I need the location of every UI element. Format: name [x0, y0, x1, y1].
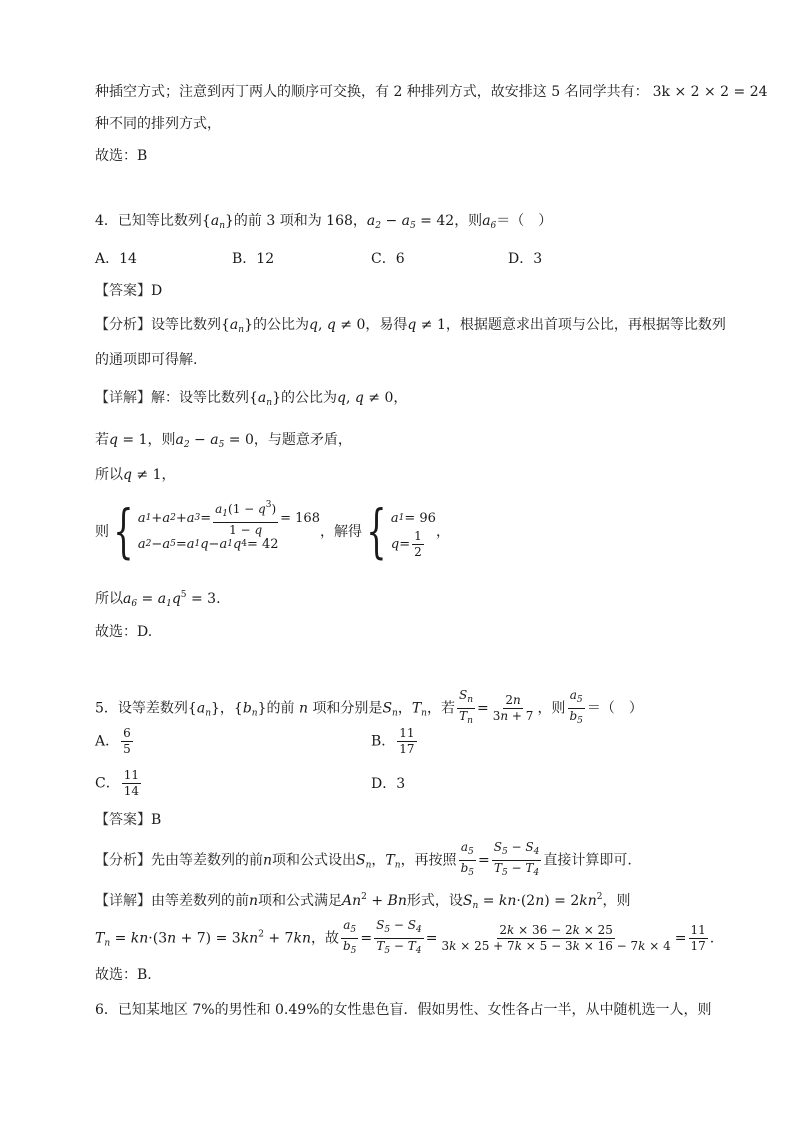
option-d: D．3: [508, 251, 543, 267]
question-6-stem: 6．已知某地区 7%的男性和 0.49%的女性患色盲．假如男性、女性各占一半，从中随机选一人，则: [95, 1002, 712, 1018]
question-4-stem: 4．已知等比数列$\{a_n\}$的前 3 项和为 168，$a_2 - a_5 = 42$，则$a_6=$（ ）: [95, 213, 553, 231]
question-5-stem: 5．设等差数列$\{a_n\}$，$\{b_n\}$的前 n 项和分别是$S_n$，$T_n$，若 $\frac{S_n}{T_n}$ = $\frac{2n}{3n + 7}$ ，则 $\frac{a_5}{b_5}$ ＝（ ）: [95, 688, 643, 726]
analysis-line: 【分析】设等比数列$\{a_n\}$的公比为q, q ≠ 0，易得q ≠ 1，根据题意求出首项与公比，再根据等比数列: [95, 317, 726, 335]
answer-choice: 故选：B: [95, 148, 148, 164]
answer-line: 【答案】B: [95, 812, 162, 828]
answer-choice: 故选：D.: [95, 624, 153, 640]
option-a: A． $\frac{6}{5}$: [95, 726, 131, 756]
option-b: B．12: [232, 251, 275, 267]
answer-choice: 故选：B.: [95, 967, 152, 983]
option-a: A．14: [95, 251, 137, 267]
detail-line: 所以$a_6 = a_1q^5 = 3$.: [95, 590, 221, 609]
detail-line: 【详解】由等差数列的前n项和公式满足$An^2 + Bn$形式，设$S_n = kn\cdot(2n) = 2kn^2$，则: [95, 892, 631, 911]
answer-line: 【答案】D: [95, 283, 163, 299]
detail-line: 所以q ≠ 1，: [95, 467, 176, 483]
math-expression: 3k × 2 × 2 = 24: [652, 84, 768, 100]
option-c: C． $\frac{11}{14}$: [95, 768, 139, 798]
detail-line: 若q = 1，则$a_2 - a_5 = 0$，与题意矛盾，: [95, 432, 352, 450]
option-c: C．6: [371, 251, 405, 267]
detail-line: 【详解】解：设等比数列$\{a_n\}$的公比为q, q ≠ 0，: [95, 390, 408, 408]
text-line: 种不同的排列方式，: [95, 116, 221, 132]
analysis-line-2: 的通项即可得解.: [95, 352, 198, 368]
text-line: 种插空方式；注意到丙丁两人的顺序可交换，有 2 种排列方式，故安排这 5 名同学共有： 3k × 2 × 2 = 24: [95, 84, 768, 100]
option-d: D．3: [371, 776, 406, 792]
equation-system: 则{ a 1 + a 2 + a 3 = $\frac{a_1(1 - q^3)}{1 - q}$ = 168 a 2 − a 5 = a 1 q − a 1 q 4 = 42 ，解得{ a 1 = 96 q = $\frac{1}{2}$ ，: [95, 497, 450, 565]
option-b: B． $\frac{11}{17}$: [371, 726, 415, 756]
detail-line: $T_n = kn\cdot(3n + 7) = 3kn^2 + 7kn$，故 $\frac{a_5}{b_5}$ = $\frac{S_5 - S_4}{T_5 - T_4}$ = $\frac{2k \times 36 - 2k \times 25}{3k \times 25 + 7k \times 5 - 3k \times 16 - 7k \times 4}$ = $\frac{11}{17}$ .: [95, 918, 715, 956]
analysis-line: 【分析】先由等差数列的前n项和公式设出$S_n$，$T_n$，再按照 $\frac{a_5}{b_5}$ = $\frac{S_5 - S_4}{T_5 - T_4}$ 直接计算即可.: [95, 840, 632, 878]
